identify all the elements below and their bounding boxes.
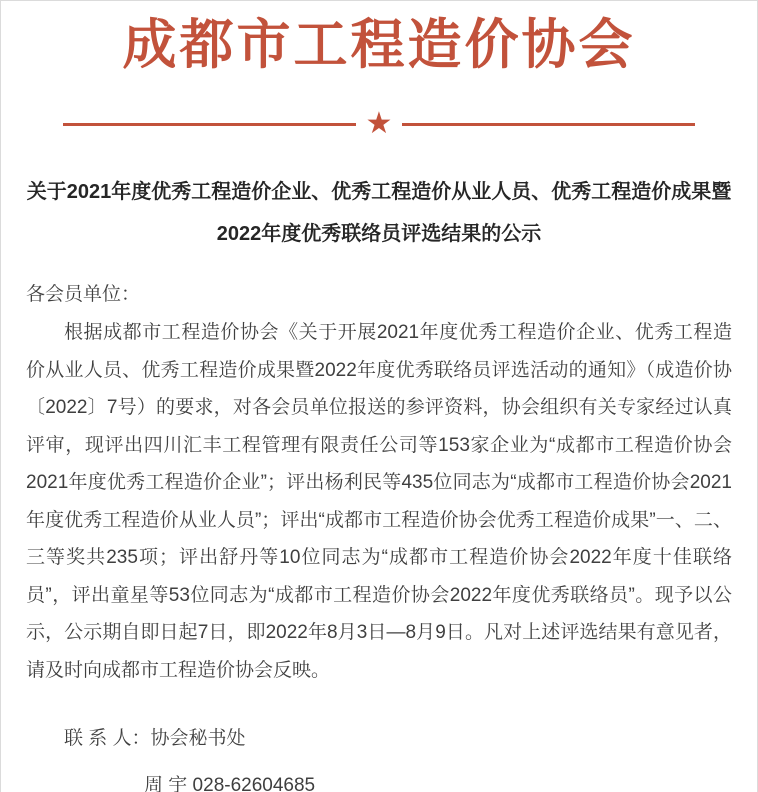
- document-title-line-2: 2022年度优秀联络员评选结果的公示: [216, 223, 542, 245]
- body-paragraph: 根据成都市工程造价协会《关于开展2021年度优秀工程造价企业、优秀工程造价从业人员、优秀工程造价成果暨2022年度优秀联络员评选活动的通知》（成造价协〔2022〕7号）的要求，对各会员单位报送的参评资料，协会组织有关专家经过认真评审，现评出四川汇丰工程管理有限责任公司等153家企业为“成都市工程造价协会2021年度优秀工程造价企业”；评出杨利民等435位同志为“成都市工程造价协会2021年度优秀工程造价从业人员”；评出“成都市工程造价协会优秀工程造价成果”一、二、三等奖共235项；评出舒丹等10位同志为“成都市工程造价协会2022年度十佳联络员”，评出童星等53位同志为“成都市工程造价协会2022年度优秀联络员”。现予以公示，公示期自即日起7日，即2022年8月3日—8月9日。凡对上述评选结果有意见者，请及时向成都市工程造价协会反映。: [26, 322, 732, 681]
- star-icon: ★: [365, 106, 393, 141]
- salutation: 各会员单位：: [26, 284, 141, 305]
- contact-person-label: 联 系 人：协会秘书处: [64, 728, 246, 749]
- document-title-line-1: 关于2021年度优秀工程造价企业、优秀工程造价从业人员、优秀工程造价成果暨: [26, 181, 732, 203]
- org-name-header: 成都市工程造价协会: [122, 15, 636, 75]
- contact-phone: 周 宇 028-62604685: [144, 775, 316, 792]
- star-divider: [63, 107, 695, 141]
- contact-block: [26, 725, 732, 792]
- divider-line-left: [63, 123, 356, 126]
- divider-line-right: [402, 123, 695, 126]
- document-title: [26, 171, 732, 255]
